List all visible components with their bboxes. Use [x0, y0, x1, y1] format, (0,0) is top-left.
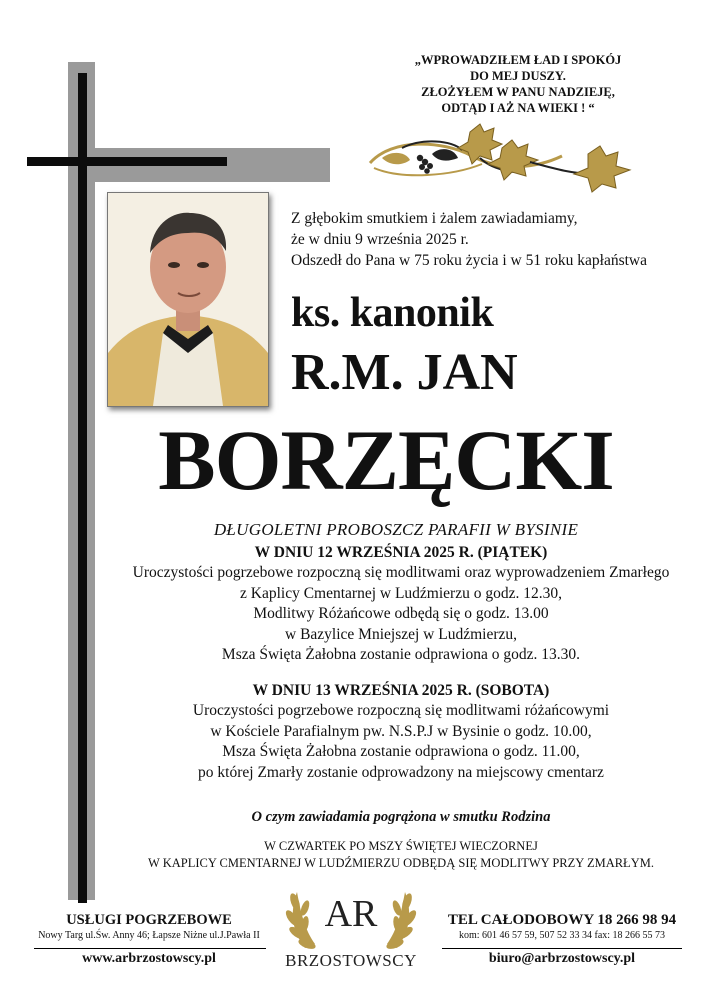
logo-company-name: BRZOSTOWSCY	[285, 951, 417, 970]
schedule-line: w Bazylice Mniejszej w Ludźmierzu,	[285, 625, 517, 643]
schedule-line: Uroczystości pogrzebowe rozpoczną się modlitwami oraz wyprowadzeniem Zmarłego	[132, 564, 670, 581]
phone-numbers: kom: 601 46 57 59, 507 52 33 34 fax: 18 266 55 73	[458, 930, 666, 941]
services-address: Nowy Targ ul.Św. Anny 46; Łapsze Niżne ul.J.Pawła II	[38, 930, 260, 941]
day-heading: W DNIU 12 WRZEŚNIA 2025 R. (PIĄTEK)	[254, 544, 548, 561]
funeral-services-info	[18, 911, 280, 942]
contact-info	[428, 911, 696, 942]
quote-block	[368, 52, 668, 116]
cross-horizontal-beam	[27, 157, 227, 166]
schedule-line: z Kaplicy Cmentarnej w Ludźmierzu o godz. 12.30,	[240, 584, 562, 602]
family-note: O czym zawiadamia pogrążona w smutku Rodzina	[251, 809, 551, 825]
schedule-line: Msza Święta Żałobna zostanie odprawiona o godz. 11.00,	[222, 743, 580, 760]
vigil-note	[101, 838, 701, 872]
footer-divider-left	[34, 948, 266, 949]
day-heading: W DNIU 13 WRZEŚNIA 2025 R. (SOBOTA)	[252, 682, 550, 699]
schedule-line: Modlitwy Różańcowe odbędą się o godz. 13.00	[253, 605, 549, 622]
first-name: R.M. JAN	[291, 344, 518, 401]
deceased-portrait-photo	[107, 192, 269, 407]
intro-line: że w dniu 9 września 2025 r.	[291, 231, 469, 248]
quote-line: ZŁOŻYŁEM W PANU NADZIEJĘ,	[421, 85, 615, 99]
schedule-line: po której Zmarły zostanie odprowadzony na miejscowy cmentarz	[198, 763, 604, 781]
quote-line: ODTĄD I AŻ NA WIEKI ! “	[441, 101, 595, 115]
cross-vertical-beam	[78, 73, 87, 903]
role-subtitle: DŁUGOLETNI PROBOSZCZ PARAFII W BYSINIE	[213, 520, 579, 539]
schedule-line: w Kościele Parafialnym pw. N.S.P.J w Bysinie o godz. 10.00,	[210, 722, 592, 740]
intro-line: Odszedł do Pana w 75 roku życia i w 51 roku kapłaństwa	[291, 252, 647, 269]
schedule-line: Uroczystości pogrzebowe rozpoczną się modlitwami różańcowymi	[192, 702, 610, 719]
clerical-title: ks. kanonik	[291, 290, 494, 336]
funeral-day-2	[101, 681, 701, 783]
phone-title: TEL CAŁODOBOWY 18 266 98 94	[447, 912, 677, 928]
quote-line: DO MEJ DUSZY.	[470, 69, 566, 83]
vigil-line: W CZWARTEK PO MSZY ŚWIĘTEJ WIECZORNEJ	[264, 839, 538, 853]
website-link[interactable]: www.arbrzostowscy.pl	[82, 951, 216, 966]
vigil-line: W KAPLICY CMENTARNEJ W LUDŹMIERZU ODBĘDĄ SIĘ MODLITWY PRZY ZMARŁYM.	[148, 856, 654, 870]
surname: BORZĘCKI	[158, 412, 614, 508]
funeral-day-1	[101, 543, 701, 666]
logo-letters: AR	[324, 893, 378, 935]
schedule-line: Msza Święta Żałobna zostanie odprawiona o godz. 13.30.	[221, 646, 581, 663]
services-title: USŁUGI POGRZEBOWE	[66, 912, 232, 928]
footer-divider-right	[442, 948, 682, 949]
intro-line: Z głębokim smutkiem i żalem zawiadamiamy,	[291, 210, 578, 227]
email-link[interactable]: biuro@arbrzostowscy.pl	[488, 951, 636, 966]
announcement-intro	[291, 208, 691, 271]
grape-vine-ornament-icon	[362, 118, 642, 198]
quote-line: „WPROWADZIŁEM ŁAD I SPOKÓJ	[414, 53, 622, 67]
